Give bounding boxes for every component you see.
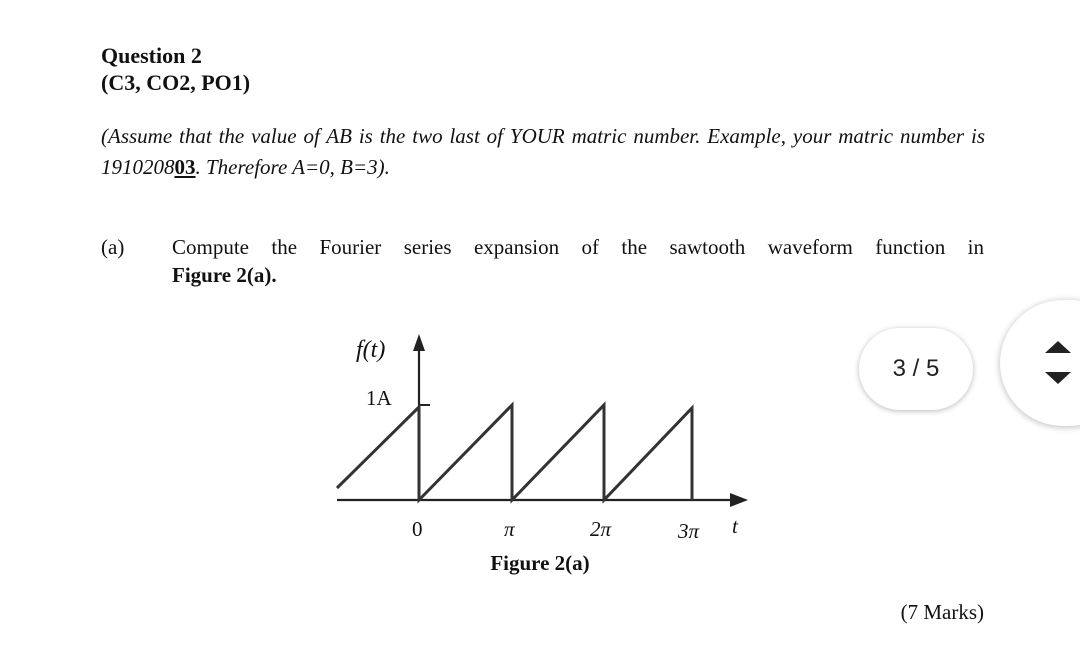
x-tick-label-pi: π [504,517,515,541]
next-page-button[interactable] [1038,362,1078,402]
assumption-conclusion: . Therefore A=0, B=3). [195,155,390,179]
x-axis-label: t [732,514,738,538]
sawtooth-waveform [337,405,692,500]
assumption-note [101,121,985,183]
page-nav-control[interactable] [1000,300,1080,426]
marks-label: (7 Marks) [900,600,984,624]
x-tick-label-3pi: 3π [678,519,700,543]
page-indicator [859,328,973,410]
x-axis-arrow [730,493,748,507]
part-a-label: (a) [101,235,125,259]
page-indicator-text: 3 / 5 [892,355,940,382]
triangle-up-icon [1038,322,1078,362]
sawtooth-figure [330,320,770,550]
figure-caption: Figure 2(a) [490,551,590,575]
y-tick-label: 1A [366,386,392,410]
triangle-down-icon [1038,362,1078,402]
assumption-text: (Assume that the value of AB is the two last of YOUR matric number. Example, your matric number is 1910208 [101,124,985,179]
question-codes: (C3, CO2, PO1) [101,70,251,95]
x-tick-label-2pi: 2π [590,517,612,541]
x-tick-label-0: 0 [412,517,423,541]
question-title: Question 2 [101,43,202,68]
y-axis-arrow [413,334,425,351]
part-a-figure-ref: Figure 2(a). [172,263,277,287]
part-a-instruction: Compute the Fourier series expansion of the sawtooth waveform function in [172,235,984,259]
y-axis-label: f(t) [356,337,386,363]
previous-page-button[interactable] [1038,322,1078,362]
matric-last-digits: 03 [174,155,196,179]
part-a-text [172,233,984,289]
